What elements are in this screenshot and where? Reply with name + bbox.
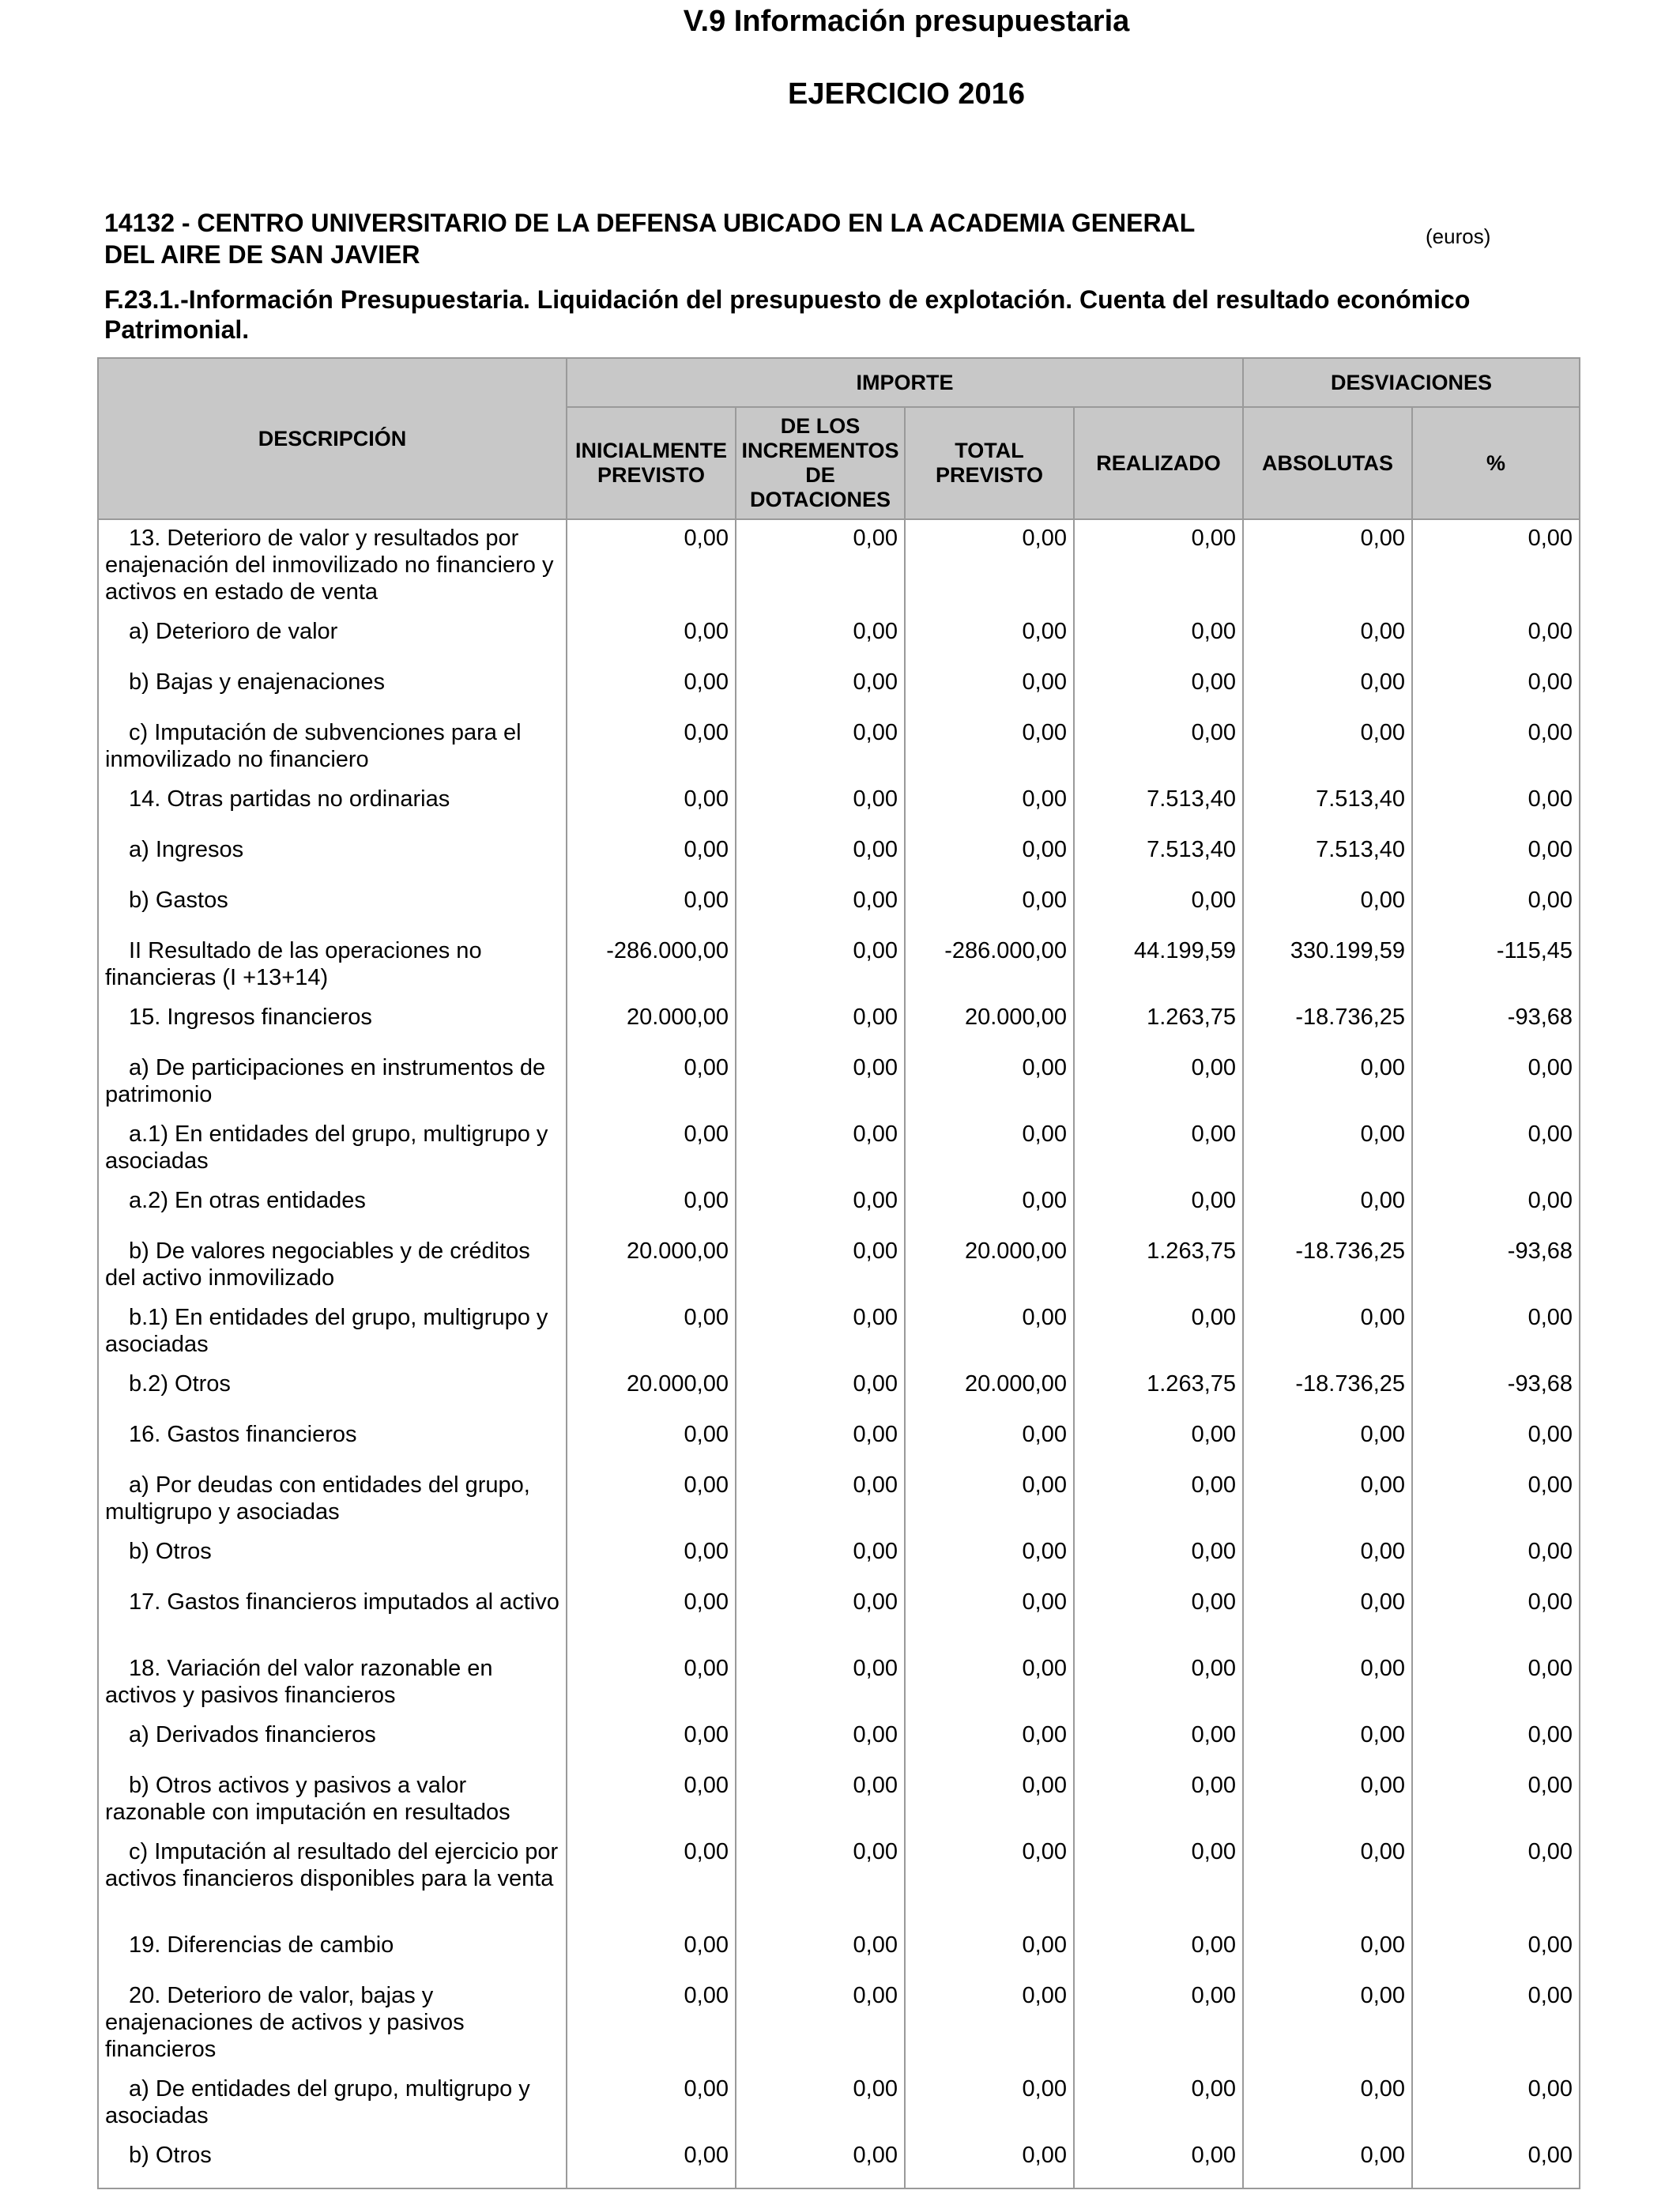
table-row bbox=[98, 1366, 1580, 1416]
table-row bbox=[98, 831, 1580, 882]
cell-incrementos-dotaciones: 0,00 bbox=[736, 1182, 905, 1233]
cell-incrementos-dotaciones: 0,00 bbox=[736, 781, 905, 831]
cell-incrementos-dotaciones: 0,00 bbox=[736, 519, 905, 613]
row-description: 15. Ingresos financieros bbox=[98, 999, 567, 1050]
cell-incrementos-dotaciones: 0,00 bbox=[736, 1467, 905, 1533]
cell-inicialmente-previsto: 0,00 bbox=[567, 1977, 736, 2071]
cell-total-previsto: 0,00 bbox=[905, 831, 1074, 882]
cell-desviacion-porcentaje: 0,00 bbox=[1412, 1116, 1580, 1182]
cell-incrementos-dotaciones: 0,00 bbox=[736, 1233, 905, 1299]
cell-total-previsto: 20.000,00 bbox=[905, 999, 1074, 1050]
cell-incrementos-dotaciones: 0,00 bbox=[736, 831, 905, 882]
cell-incrementos-dotaciones: 0,00 bbox=[736, 933, 905, 999]
cell-realizado: 0,00 bbox=[1074, 1717, 1243, 1767]
table-row bbox=[98, 519, 1580, 613]
cell-total-previsto: 0,00 bbox=[905, 1767, 1074, 1834]
cell-total-previsto: 0,00 bbox=[905, 714, 1074, 781]
page-title: V.9 Información presupuestaria bbox=[683, 5, 1130, 38]
cell-total-previsto: 0,00 bbox=[905, 1050, 1074, 1116]
row-description: 20. Deterioro de valor, bajas y enajenaciones de activos y pasivos financieros bbox=[98, 1977, 567, 2071]
row-description: b) Otros bbox=[98, 2137, 567, 2188]
cell-desviacion-porcentaje: -115,45 bbox=[1412, 933, 1580, 999]
cell-desviacion-porcentaje: 0,00 bbox=[1412, 1717, 1580, 1767]
cell-desviacion-porcentaje: 0,00 bbox=[1412, 1650, 1580, 1717]
cell-realizado: 0,00 bbox=[1074, 519, 1243, 613]
cell-inicialmente-previsto: 0,00 bbox=[567, 664, 736, 714]
row-description: a) De participaciones en instrumentos de patrimonio bbox=[98, 1050, 567, 1116]
cell-realizado: 0,00 bbox=[1074, 882, 1243, 933]
cell-inicialmente-previsto: 20.000,00 bbox=[567, 1366, 736, 1416]
table-row bbox=[98, 1533, 1580, 1584]
cell-desviacion-porcentaje: 0,00 bbox=[1412, 1977, 1580, 2071]
cell-realizado: 0,00 bbox=[1074, 1650, 1243, 1717]
cell-inicialmente-previsto: 0,00 bbox=[567, 1650, 736, 1717]
table-row bbox=[98, 999, 1580, 1050]
cell-total-previsto: 0,00 bbox=[905, 613, 1074, 664]
cell-realizado: 44.199,59 bbox=[1074, 933, 1243, 999]
table-row bbox=[98, 1927, 1580, 1977]
cell-realizado: 0,00 bbox=[1074, 1927, 1243, 1977]
cell-incrementos-dotaciones: 0,00 bbox=[736, 1366, 905, 1416]
table-row bbox=[98, 1182, 1580, 1233]
row-description: c) Imputación de subvenciones para el inmovilizado no financiero bbox=[98, 714, 567, 781]
cell-inicialmente-previsto: 0,00 bbox=[567, 1834, 736, 1927]
row-description: a.2) En otras entidades bbox=[98, 1182, 567, 1233]
row-description: 16. Gastos financieros bbox=[98, 1416, 567, 1467]
table-row bbox=[98, 1050, 1580, 1116]
cell-desviacion-absoluta: 0,00 bbox=[1243, 714, 1412, 781]
cell-incrementos-dotaciones: 0,00 bbox=[736, 1767, 905, 1834]
cell-total-previsto: 0,00 bbox=[905, 1299, 1074, 1366]
cell-desviacion-porcentaje: 0,00 bbox=[1412, 1584, 1580, 1650]
cell-realizado: 0,00 bbox=[1074, 1533, 1243, 1584]
cell-incrementos-dotaciones: 0,00 bbox=[736, 714, 905, 781]
cell-inicialmente-previsto: 0,00 bbox=[567, 519, 736, 613]
cell-realizado: 0,00 bbox=[1074, 1299, 1243, 1366]
cell-desviacion-absoluta: 0,00 bbox=[1243, 1416, 1412, 1467]
cell-desviacion-porcentaje: 0,00 bbox=[1412, 1182, 1580, 1233]
cell-total-previsto: 0,00 bbox=[905, 1533, 1074, 1584]
table-row bbox=[98, 1717, 1580, 1767]
cell-realizado: 0,00 bbox=[1074, 1182, 1243, 1233]
cell-realizado: 0,00 bbox=[1074, 1977, 1243, 2071]
row-description: 19. Diferencias de cambio bbox=[98, 1927, 567, 1977]
cell-total-previsto: 0,00 bbox=[905, 1717, 1074, 1767]
cell-desviacion-absoluta: 0,00 bbox=[1243, 1116, 1412, 1182]
cell-incrementos-dotaciones: 0,00 bbox=[736, 1050, 905, 1116]
cell-realizado: 1.263,75 bbox=[1074, 1233, 1243, 1299]
units-label: (euros) bbox=[1426, 224, 1491, 248]
cell-inicialmente-previsto: 0,00 bbox=[567, 1416, 736, 1467]
cell-desviacion-porcentaje: 0,00 bbox=[1412, 714, 1580, 781]
cell-inicialmente-previsto: 0,00 bbox=[567, 1927, 736, 1977]
cell-desviacion-porcentaje: 0,00 bbox=[1412, 2137, 1580, 2188]
subtitle-line-2: Patrimonial. bbox=[104, 315, 250, 344]
cell-incrementos-dotaciones: 0,00 bbox=[736, 1650, 905, 1717]
cell-desviacion-porcentaje: 0,00 bbox=[1412, 613, 1580, 664]
cell-incrementos-dotaciones: 0,00 bbox=[736, 2071, 905, 2137]
cell-desviacion-absoluta: 0,00 bbox=[1243, 1182, 1412, 1233]
cell-desviacion-porcentaje: 0,00 bbox=[1412, 1299, 1580, 1366]
cell-desviacion-porcentaje: 0,00 bbox=[1412, 882, 1580, 933]
cell-incrementos-dotaciones: 0,00 bbox=[736, 1416, 905, 1467]
cell-desviacion-porcentaje: 0,00 bbox=[1412, 1767, 1580, 1834]
cell-inicialmente-previsto: 0,00 bbox=[567, 1767, 736, 1834]
cell-total-previsto: 0,00 bbox=[905, 781, 1074, 831]
cell-desviacion-porcentaje: 0,00 bbox=[1412, 1533, 1580, 1584]
cell-realizado: 0,00 bbox=[1074, 664, 1243, 714]
row-description: 14. Otras partidas no ordinarias bbox=[98, 781, 567, 831]
cell-desviacion-absoluta: 7.513,40 bbox=[1243, 781, 1412, 831]
cell-total-previsto: 0,00 bbox=[905, 1977, 1074, 2071]
row-description: II Resultado de las operaciones no financieras (I +13+14) bbox=[98, 933, 567, 999]
cell-realizado: 0,00 bbox=[1074, 714, 1243, 781]
cell-desviacion-porcentaje: 0,00 bbox=[1412, 831, 1580, 882]
table-row bbox=[98, 2071, 1580, 2137]
row-description: a) Ingresos bbox=[98, 831, 567, 882]
table-row bbox=[98, 714, 1580, 781]
cell-inicialmente-previsto: 0,00 bbox=[567, 2137, 736, 2188]
table-row bbox=[98, 1299, 1580, 1366]
cell-incrementos-dotaciones: 0,00 bbox=[736, 2137, 905, 2188]
cell-inicialmente-previsto: 0,00 bbox=[567, 1182, 736, 1233]
cell-realizado: 1.263,75 bbox=[1074, 1366, 1243, 1416]
entity-line-2: DEL AIRE DE SAN JAVIER bbox=[104, 240, 420, 269]
row-description: b) Gastos bbox=[98, 882, 567, 933]
cell-desviacion-absoluta: 0,00 bbox=[1243, 1584, 1412, 1650]
cell-desviacion-porcentaje: -93,68 bbox=[1412, 999, 1580, 1050]
cell-desviacion-absoluta: 0,00 bbox=[1243, 613, 1412, 664]
cell-desviacion-absoluta: 0,00 bbox=[1243, 1650, 1412, 1717]
cell-inicialmente-previsto: 20.000,00 bbox=[567, 999, 736, 1050]
cell-desviacion-absoluta: 0,00 bbox=[1243, 1717, 1412, 1767]
cell-desviacion-absoluta: 0,00 bbox=[1243, 2137, 1412, 2188]
cell-desviacion-absoluta: 7.513,40 bbox=[1243, 831, 1412, 882]
cell-inicialmente-previsto: 20.000,00 bbox=[567, 1233, 736, 1299]
cell-desviacion-porcentaje: 0,00 bbox=[1412, 664, 1580, 714]
cell-desviacion-porcentaje: 0,00 bbox=[1412, 2071, 1580, 2137]
cell-desviacion-porcentaje: 0,00 bbox=[1412, 1050, 1580, 1116]
row-description: a) Por deudas con entidades del grupo, multigrupo y asociadas bbox=[98, 1467, 567, 1533]
table-row bbox=[98, 882, 1580, 933]
header-realizado: REALIZADO bbox=[1074, 407, 1243, 519]
header-incrementos-dotaciones: DE LOS INCREMENTOS DE DOTACIONES bbox=[736, 407, 905, 519]
cell-inicialmente-previsto: 0,00 bbox=[567, 1584, 736, 1650]
row-description: 17. Gastos financieros imputados al activo bbox=[98, 1584, 567, 1650]
header-porcentaje: % bbox=[1412, 407, 1580, 519]
cell-total-previsto: 0,00 bbox=[905, 664, 1074, 714]
cell-desviacion-absoluta: 0,00 bbox=[1243, 664, 1412, 714]
cell-desviacion-absoluta: 0,00 bbox=[1243, 1977, 1412, 2071]
row-description: b) Bajas y enajenaciones bbox=[98, 664, 567, 714]
cell-inicialmente-previsto: 0,00 bbox=[567, 714, 736, 781]
row-description: a) De entidades del grupo, multigrupo y asociadas bbox=[98, 2071, 567, 2137]
cell-total-previsto: 0,00 bbox=[905, 1584, 1074, 1650]
cell-total-previsto: 0,00 bbox=[905, 1116, 1074, 1182]
cell-desviacion-porcentaje: -93,68 bbox=[1412, 1233, 1580, 1299]
cell-total-previsto: 0,00 bbox=[905, 1834, 1074, 1927]
table-row bbox=[98, 1116, 1580, 1182]
cell-desviacion-absoluta: 0,00 bbox=[1243, 519, 1412, 613]
cell-inicialmente-previsto: 0,00 bbox=[567, 1299, 736, 1366]
cell-realizado: 0,00 bbox=[1074, 1834, 1243, 1927]
cell-desviacion-absoluta: 0,00 bbox=[1243, 1467, 1412, 1533]
cell-incrementos-dotaciones: 0,00 bbox=[736, 999, 905, 1050]
cell-desviacion-absoluta: 0,00 bbox=[1243, 882, 1412, 933]
cell-total-previsto: 0,00 bbox=[905, 1650, 1074, 1717]
cell-desviacion-absoluta: 0,00 bbox=[1243, 1299, 1412, 1366]
cell-desviacion-porcentaje: -93,68 bbox=[1412, 1366, 1580, 1416]
row-description: a) Deterioro de valor bbox=[98, 613, 567, 664]
table-row bbox=[98, 1584, 1580, 1650]
cell-incrementos-dotaciones: 0,00 bbox=[736, 1116, 905, 1182]
table-row bbox=[98, 1834, 1580, 1927]
cell-total-previsto: 0,00 bbox=[905, 1927, 1074, 1977]
cell-desviacion-absoluta: 0,00 bbox=[1243, 2071, 1412, 2137]
header-desviaciones: DESVIACIONES bbox=[1243, 358, 1580, 407]
row-description: b) Otros activos y pasivos a valor razonable con imputación en resultados bbox=[98, 1767, 567, 1834]
row-description: b.1) En entidades del grupo, multigrupo y asociadas bbox=[98, 1299, 567, 1366]
budget-table bbox=[97, 357, 1580, 2189]
cell-desviacion-porcentaje: 0,00 bbox=[1412, 1834, 1580, 1927]
cell-incrementos-dotaciones: 0,00 bbox=[736, 1977, 905, 2071]
table-row bbox=[98, 664, 1580, 714]
table-row bbox=[98, 1233, 1580, 1299]
cell-incrementos-dotaciones: 0,00 bbox=[736, 664, 905, 714]
table-row bbox=[98, 1416, 1580, 1467]
table-row bbox=[98, 2137, 1580, 2188]
table-row bbox=[98, 613, 1580, 664]
report-subtitle bbox=[104, 285, 1590, 345]
cell-inicialmente-previsto: -286.000,00 bbox=[567, 933, 736, 999]
header-inicialmente-previsto: INICIALMENTE PREVISTO bbox=[567, 407, 736, 519]
header-absolutas: ABSOLUTAS bbox=[1243, 407, 1412, 519]
cell-desviacion-porcentaje: 0,00 bbox=[1412, 1927, 1580, 1977]
cell-inicialmente-previsto: 0,00 bbox=[567, 831, 736, 882]
cell-inicialmente-previsto: 0,00 bbox=[567, 781, 736, 831]
cell-total-previsto: 0,00 bbox=[905, 2071, 1074, 2137]
cell-desviacion-absoluta: 0,00 bbox=[1243, 1834, 1412, 1927]
cell-incrementos-dotaciones: 0,00 bbox=[736, 1927, 905, 1977]
cell-incrementos-dotaciones: 0,00 bbox=[736, 613, 905, 664]
cell-realizado: 7.513,40 bbox=[1074, 831, 1243, 882]
row-description: a) Derivados financieros bbox=[98, 1717, 567, 1767]
cell-total-previsto: 0,00 bbox=[905, 1416, 1074, 1467]
cell-desviacion-absoluta: 0,00 bbox=[1243, 1050, 1412, 1116]
cell-incrementos-dotaciones: 0,00 bbox=[736, 1584, 905, 1650]
cell-desviacion-absoluta: 0,00 bbox=[1243, 1767, 1412, 1834]
cell-realizado: 0,00 bbox=[1074, 1050, 1243, 1116]
cell-inicialmente-previsto: 0,00 bbox=[567, 882, 736, 933]
cell-realizado: 0,00 bbox=[1074, 613, 1243, 664]
cell-desviacion-absoluta: 0,00 bbox=[1243, 1533, 1412, 1584]
table-row bbox=[98, 1467, 1580, 1533]
fiscal-year-title: EJERCICIO 2016 bbox=[788, 77, 1025, 111]
cell-incrementos-dotaciones: 0,00 bbox=[736, 882, 905, 933]
cell-inicialmente-previsto: 0,00 bbox=[567, 1050, 736, 1116]
cell-inicialmente-previsto: 0,00 bbox=[567, 1717, 736, 1767]
cell-total-previsto: 0,00 bbox=[905, 519, 1074, 613]
table-body bbox=[98, 519, 1580, 2188]
row-description: a.1) En entidades del grupo, multigrupo y asociadas bbox=[98, 1116, 567, 1182]
cell-realizado: 0,00 bbox=[1074, 1116, 1243, 1182]
table-row bbox=[98, 933, 1580, 999]
row-description: b) Otros bbox=[98, 1533, 567, 1584]
cell-desviacion-porcentaje: 0,00 bbox=[1412, 519, 1580, 613]
table-row bbox=[98, 1767, 1580, 1834]
table-row bbox=[98, 1650, 1580, 1717]
cell-desviacion-absoluta: -18.736,25 bbox=[1243, 1233, 1412, 1299]
cell-realizado: 0,00 bbox=[1074, 2137, 1243, 2188]
subtitle-line-1: F.23.1.-Información Presupuestaria. Liquidación del presupuesto de explotación. Cuenta del resultado económico bbox=[104, 285, 1471, 314]
cell-realizado: 7.513,40 bbox=[1074, 781, 1243, 831]
row-description: 18. Variación del valor razonable en activos y pasivos financieros bbox=[98, 1650, 567, 1717]
row-description: b.2) Otros bbox=[98, 1366, 567, 1416]
cell-desviacion-absoluta: -18.736,25 bbox=[1243, 999, 1412, 1050]
cell-total-previsto: 0,00 bbox=[905, 2137, 1074, 2188]
cell-incrementos-dotaciones: 0,00 bbox=[736, 1299, 905, 1366]
entity-heading bbox=[104, 207, 1353, 270]
cell-desviacion-absoluta: 0,00 bbox=[1243, 1927, 1412, 1977]
row-description: b) De valores negociables y de créditos del activo inmovilizado bbox=[98, 1233, 567, 1299]
cell-incrementos-dotaciones: 0,00 bbox=[736, 1834, 905, 1927]
row-description: c) Imputación al resultado del ejercicio por activos financieros disponibles para la venta bbox=[98, 1834, 567, 1927]
header-total-previsto: TOTAL PREVISTO bbox=[905, 407, 1074, 519]
cell-desviacion-porcentaje: 0,00 bbox=[1412, 781, 1580, 831]
cell-total-previsto: 0,00 bbox=[905, 1182, 1074, 1233]
cell-total-previsto: 20.000,00 bbox=[905, 1233, 1074, 1299]
header-importe: IMPORTE bbox=[567, 358, 1243, 407]
cell-inicialmente-previsto: 0,00 bbox=[567, 1116, 736, 1182]
cell-realizado: 0,00 bbox=[1074, 1584, 1243, 1650]
cell-total-previsto: 20.000,00 bbox=[905, 1366, 1074, 1416]
table-row bbox=[98, 781, 1580, 831]
cell-inicialmente-previsto: 0,00 bbox=[567, 613, 736, 664]
cell-inicialmente-previsto: 0,00 bbox=[567, 2071, 736, 2137]
cell-inicialmente-previsto: 0,00 bbox=[567, 1533, 736, 1584]
cell-desviacion-porcentaje: 0,00 bbox=[1412, 1467, 1580, 1533]
entity-line-1: 14132 - CENTRO UNIVERSITARIO DE LA DEFENSA UBICADO EN LA ACADEMIA GENERAL bbox=[104, 209, 1196, 237]
cell-desviacion-absoluta: -18.736,25 bbox=[1243, 1366, 1412, 1416]
cell-desviacion-porcentaje: 0,00 bbox=[1412, 1416, 1580, 1467]
cell-total-previsto: -286.000,00 bbox=[905, 933, 1074, 999]
cell-incrementos-dotaciones: 0,00 bbox=[736, 1717, 905, 1767]
table-row bbox=[98, 1977, 1580, 2071]
cell-realizado: 0,00 bbox=[1074, 1767, 1243, 1834]
header-descripcion: DESCRIPCIÓN bbox=[98, 358, 567, 519]
cell-realizado: 0,00 bbox=[1074, 1467, 1243, 1533]
cell-inicialmente-previsto: 0,00 bbox=[567, 1467, 736, 1533]
cell-desviacion-absoluta: 330.199,59 bbox=[1243, 933, 1412, 999]
cell-realizado: 1.263,75 bbox=[1074, 999, 1243, 1050]
cell-incrementos-dotaciones: 0,00 bbox=[736, 1533, 905, 1584]
cell-total-previsto: 0,00 bbox=[905, 1467, 1074, 1533]
cell-realizado: 0,00 bbox=[1074, 2071, 1243, 2137]
row-description: 13. Deterioro de valor y resultados por enajenación del inmovilizado no financiero y activos en estado de venta bbox=[98, 519, 567, 613]
cell-realizado: 0,00 bbox=[1074, 1416, 1243, 1467]
cell-total-previsto: 0,00 bbox=[905, 882, 1074, 933]
